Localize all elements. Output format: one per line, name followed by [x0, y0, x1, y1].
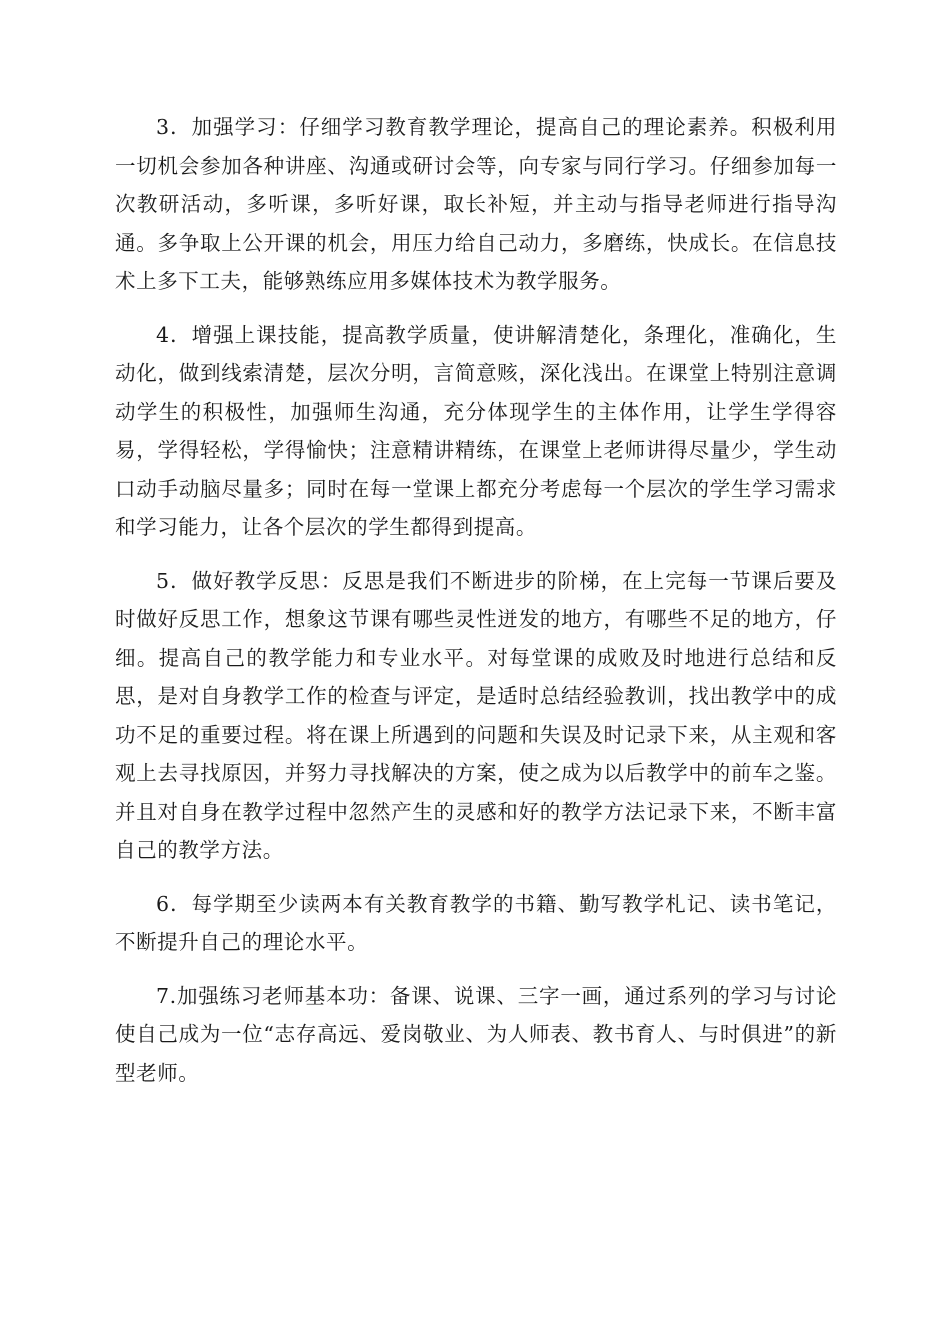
document-body [115, 108, 837, 1107]
paragraph-item-6: 6．每学期至少读两本有关教育教学的书籍、勤写教学札记、读书笔记，不断提升自己的理论水平。 [115, 891, 837, 954]
paragraph-item-4: 4．增强上课技能，提高教学质量，使讲解清楚化，条理化，准确化，生动化，做到线索清楚，层次分明，言简意赅，深化浅出。在课堂上特别注意调动学生的积极性，加强师生沟通，充分体现学生的主体作用，让学生学得容易，学得轻松，学得愉快；注意精讲精练，在课堂上老师讲得尽量少，学生动口动手动脑尽量多；同时在每一堂课上都充分考虑每一个层次的学生学习需求和学习能力，让各个层次的学生都得到提高。 [115, 322, 837, 539]
paragraph-item-3: 3．加强学习：仔细学习教育教学理论，提高自己的理论素养。积极利用一切机会参加各种讲座、沟通或研讨会等，向专家与同行学习。仔细参加每一次教研活动，多听课，多听好课，取长补短，并主动与指导老师进行指导沟通。多争取上公开课的机会，用压力给自己动力，多磨练，快成长。在信息技术上多下工夫，能够熟练应用多媒体技术为教学服务。 [115, 115, 837, 293]
paragraph-item-5: 5．做好教学反思：反思是我们不断进步的阶梯，在上完每一节课后要及时做好反思工作，想象这节课有哪些灵性迸发的地方，有哪些不足的地方，仔细。提高自己的教学能力和专业水平。对每堂课的成败及时地进行总结和反思，是对自身教学工作的检查与评定，是适时总结经验教训，找出教学中的成功不足的重要过程。将在课上所遇到的问题和失误及时记录下来，从主观和客观上去寻找原因，并努力寻找解决的方案，使之成为以后教学中的前车之鉴。并且对自身在教学过程中忽然产生的灵感和好的教学方法记录下来，不断丰富自己的教学方法。 [115, 568, 837, 862]
paragraph-item-7: 7.加强练习老师基本功：备课、说课、三字一画，通过系列的学习与讨论使自己成为一位“志存高远、爱岗敬业、为人师表、教书育人、与时俱进”的新型老师。 [115, 983, 837, 1085]
